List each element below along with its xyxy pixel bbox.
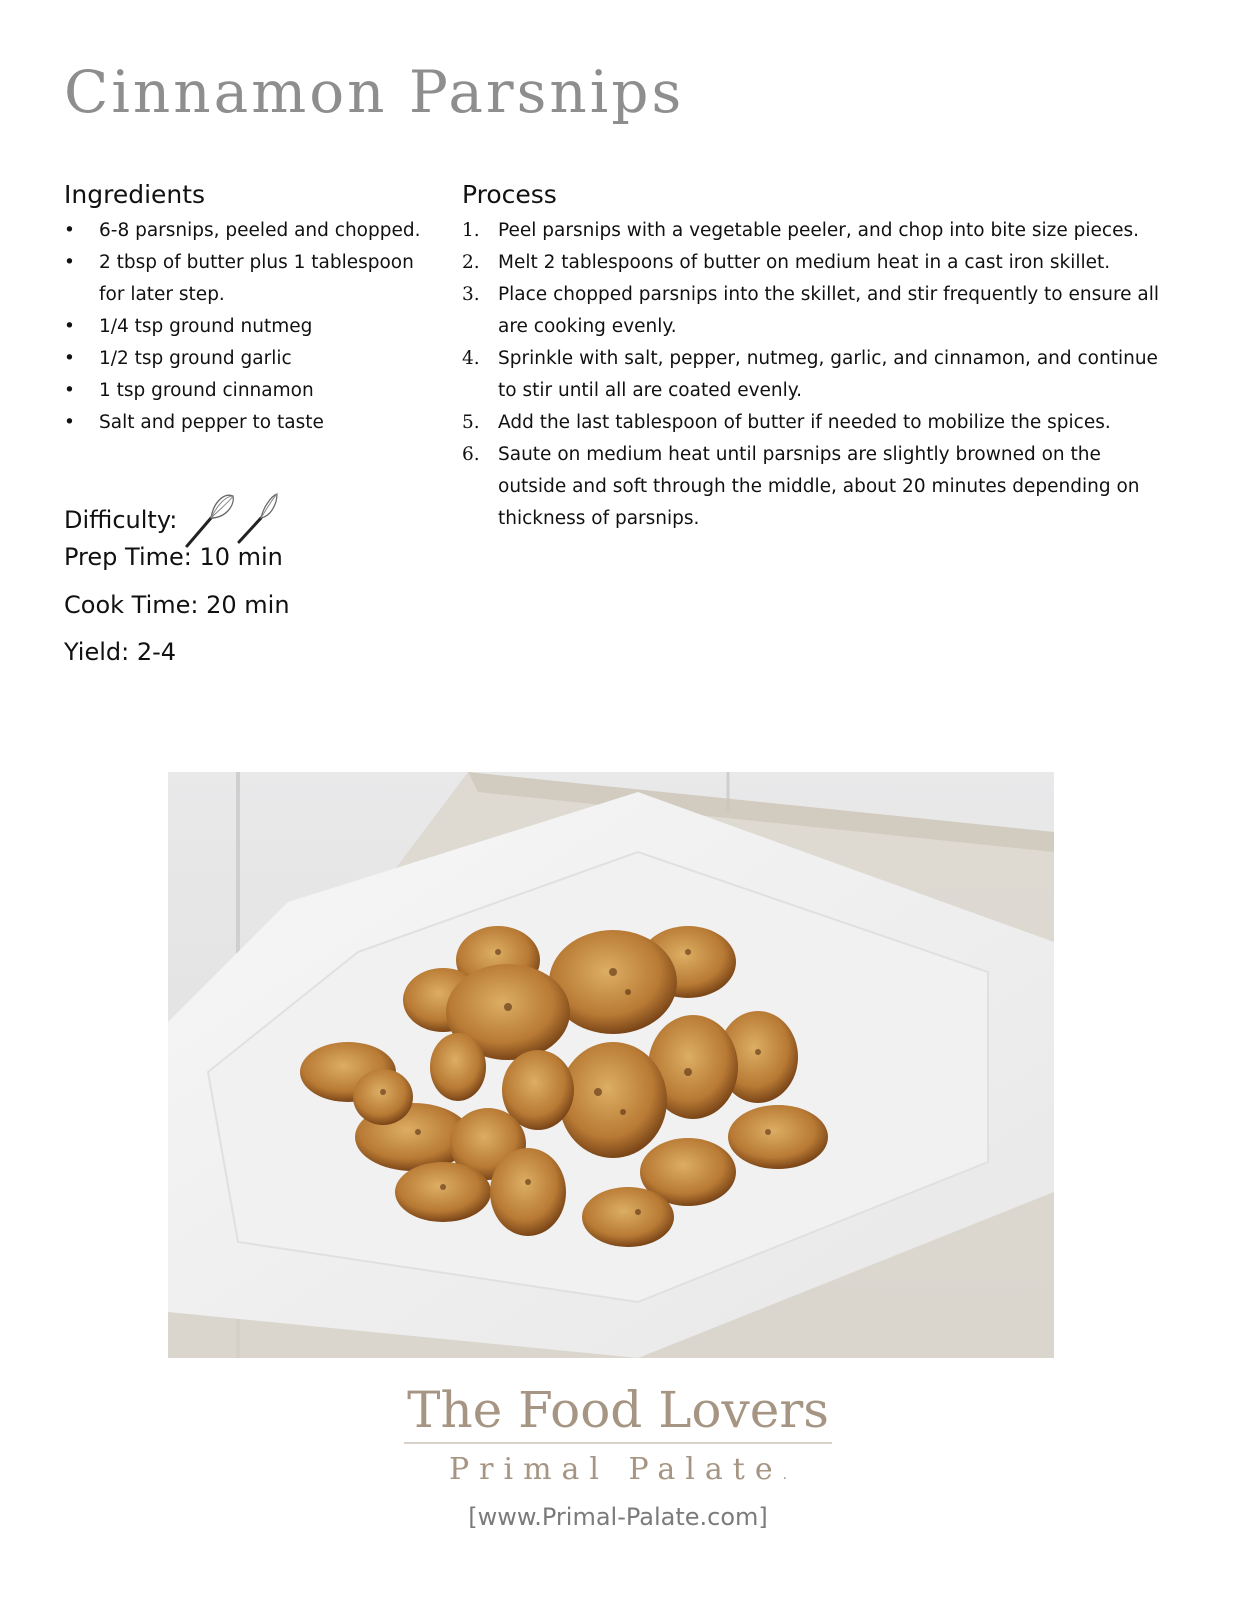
whisk-icon (235, 490, 279, 546)
list-item: 3. Place chopped parsnips into the skillet, and stir frequently to ensure all are cooking evenly. (462, 284, 1160, 337)
ingredients-section (64, 180, 444, 439)
list-item: 5. Add the last tablespoon of butter if needed to mobilize the spices. (462, 412, 1111, 433)
list-item: 2. Melt 2 tablespoons of butter on medium heat in a cast iron skillet. (462, 252, 1111, 273)
recipe-title: Cinnamon Parsnips (64, 58, 685, 126)
ingredients-list (64, 215, 444, 439)
difficulty-rating (183, 490, 279, 550)
ingredients-heading: Ingredients (64, 180, 206, 209)
prep-time: Prep Time: 10 min (64, 543, 283, 571)
brand-title: The Food Lovers (407, 1381, 829, 1439)
list-item: • 1 tsp ground cinnamon (64, 380, 314, 401)
yield: Yield: 2-4 (64, 638, 177, 666)
brand-url: [www.Primal-Palate.com] (468, 1503, 768, 1531)
process-list (462, 215, 1162, 535)
process-section (462, 180, 1162, 535)
difficulty-row (64, 490, 279, 550)
list-item: • 6-8 parsnips, peeled and chopped. (64, 220, 421, 241)
list-item: • Salt and pepper to taste (64, 412, 324, 433)
brand-divider (404, 1442, 832, 1444)
list-item: 6. Saute on medium heat until parsnips are slightly browned on the outside and soft through the middle, about 20 minutes depending on thickness of parsnips. (462, 444, 1140, 529)
plated-parsnips-photo (168, 772, 1054, 1358)
difficulty-label: Difficulty: (64, 506, 178, 534)
cook-time: Cook Time: 20 min (64, 591, 290, 619)
whisk-icon (183, 490, 235, 550)
list-item: • 2 tbsp of butter plus 1 tablespoon for later step. (64, 252, 414, 305)
list-item: • 1/4 tsp ground nutmeg (64, 316, 313, 337)
process-heading: Process (462, 180, 557, 209)
photo-illustration (168, 772, 1054, 1358)
list-item: • 1/2 tsp ground garlic (64, 348, 292, 369)
brand-subtitle: Primal Palate. (448, 1452, 788, 1487)
list-item: 4. Sprinkle with salt, pepper, nutmeg, garlic, and cinnamon, and continue to stir until all are coated evenly. (462, 348, 1158, 401)
brand-footer (0, 1378, 1236, 1531)
list-item: 1. Peel parsnips with a vegetable peeler, and chop into bite size pieces. (462, 220, 1139, 241)
